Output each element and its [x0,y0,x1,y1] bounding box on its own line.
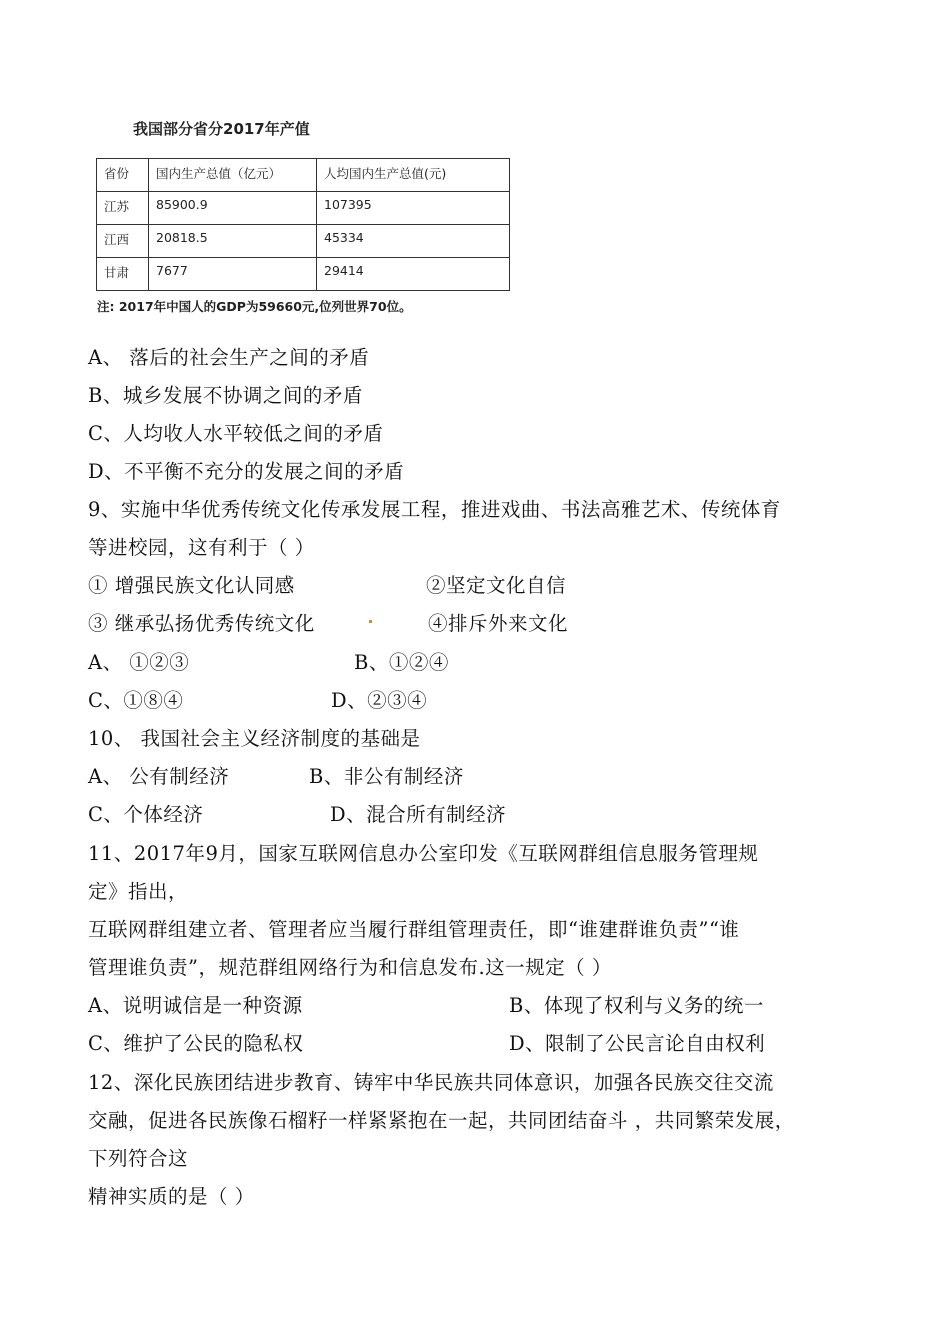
q9-item-1: ① 增强民族文化认同感 [88,574,295,597]
q10-option-b: B、非公有制经济 [309,765,464,788]
table-cell: 江苏 [97,192,149,225]
figure-title: 我国部分省分2017年产值 [133,120,310,138]
q11-stem-line2: 定》指出， [88,880,189,903]
q9-item-2: ②坚定文化自信 [426,574,567,597]
table-cell: 45334 [317,225,510,258]
q9-option-d: D、②③④ [331,689,428,712]
q9-item-3: ③ 继承弘扬优秀传统文化 [88,612,315,635]
table-row [97,192,510,225]
q11-option-d: D、限制了公民言论自由权利 [509,1032,766,1055]
q11-stem-line1: 11、2017年9月，国家互联网信息办公室印发《互联网群组信息服务管理规 [88,842,759,865]
table-header-cell: 国内生产总值（亿元） [149,159,317,192]
table-cell: 甘肃 [97,258,149,291]
table-cell: 85900.9 [149,192,317,225]
q8-option-b: B、城乡发展不协调之间的矛盾 [88,384,363,407]
table-cell: 7677 [149,258,317,291]
q12-stem-line1: 12、深化民族团结进步教育、铸牢中华民族共同体意识，加强各民族交往交流 [88,1071,774,1094]
q12-stem-line4: 精神实质的是（ ） [88,1185,255,1208]
q9-stem-line1: 9、实施中华优秀传统文化传承发展工程，推进戏曲、书法高雅艺术、传统体育 [88,498,781,521]
q9-item-4: ④排斥外来文化 [428,612,569,635]
q11-option-b: B、体现了权利与义务的统一 [509,994,764,1017]
q10-option-d: D、混合所有制经济 [330,803,507,826]
q10-stem: 10、 我国社会主义经济制度的基础是 [88,727,421,750]
q8-option-d: D、不平衡不充分的发展之间的矛盾 [88,460,405,483]
q8-option-c: C、人均收人水平较低之间的矛盾 [88,422,384,445]
table-row [97,225,510,258]
figure-note: 注: 2017年中国人的GDP为59660元,位列世界70位。 [97,299,412,314]
table-header-cell: 人均国内生产总值(元) [317,159,510,192]
q9-items-row1 [88,570,567,598]
table-cell: 107395 [317,192,510,225]
table-row [97,258,510,291]
q11-option-a: A、说明诚信是一种资源 [88,994,303,1017]
table-header-cell: 省份 [97,159,149,192]
q11-stem-line4: 管理谁负责”，规范群组网络行为和信息发布.这一规定（ ） [88,956,612,979]
q11-options-row2 [88,1028,766,1056]
q10-option-c: C、个体经济 [88,803,204,826]
table-cell: 29414 [317,258,510,291]
q10-options-row1 [88,761,464,789]
q11-option-c: C、维护了公民的隐私权 [88,1032,304,1055]
q9-stem-line2: 等进校园，这有利于（ ） [88,536,315,559]
q12-stem-line3: 下列符合这 [88,1147,189,1170]
q9-options-row2 [88,685,428,713]
q10-options-row2 [88,799,507,827]
q9-options-row1 [88,647,449,675]
q10-option-a: A、 公有制经济 [88,765,230,788]
q11-options-row1 [88,990,764,1018]
gdp-table [96,158,510,291]
q9-option-b: B、①②④ [354,651,449,674]
q11-stem-line3: 互联网群组建立者、管理者应当履行群组管理责任，即“谁建群谁负责”“谁 [88,918,740,941]
stray-dot [369,620,372,623]
table-cell: 江西 [97,225,149,258]
q8-option-a: A、 落后的社会生产之间的矛盾 [88,346,370,369]
table-header-row [97,159,510,192]
q9-items-row2 [88,608,569,636]
q9-option-a: A、 ①②③ [88,651,190,674]
table-cell: 20818.5 [149,225,317,258]
q9-option-c: C、①⑧④ [88,689,184,712]
q12-stem-line2: 交融，促进各民族像石榴籽一样紧紧抱在一起，共同团结奋斗 ，共同繁荣发展， [88,1109,795,1132]
